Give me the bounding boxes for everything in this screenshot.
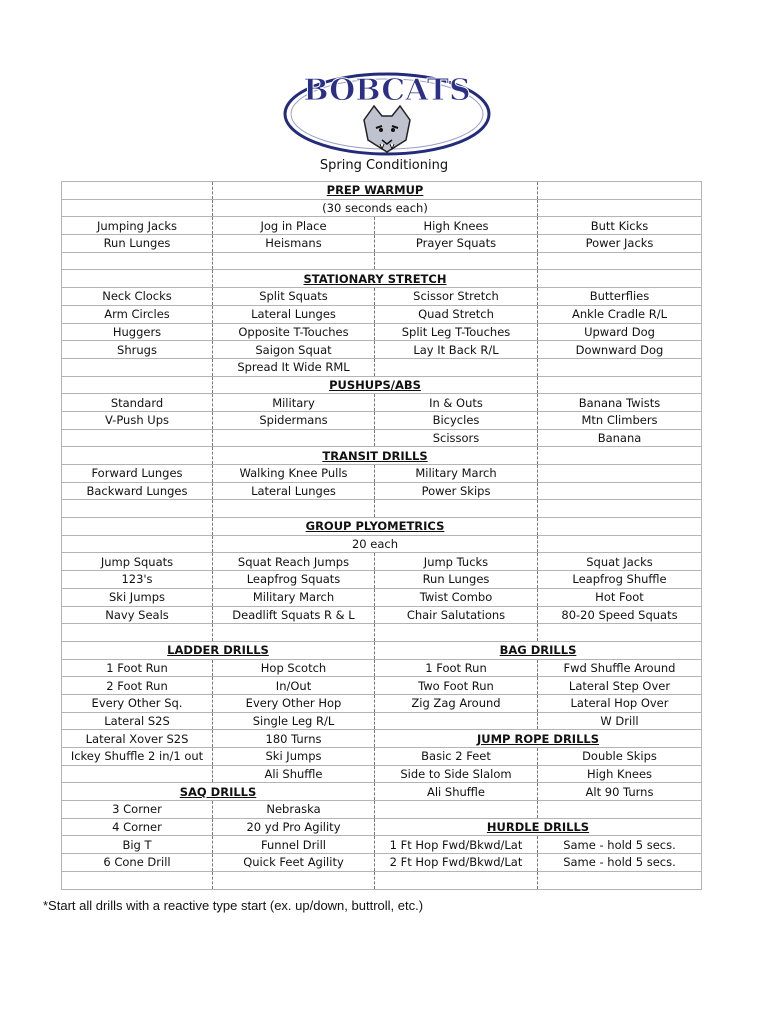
table-cell: Single Leg R/L <box>213 712 375 730</box>
table-cell <box>62 871 213 889</box>
table-cell: Prayer Squats <box>375 235 538 253</box>
table-cell: Double Skips <box>538 748 702 766</box>
table-cell: Leapfrog Squats <box>213 571 375 589</box>
table-cell: 3 Corner <box>62 801 213 819</box>
section-header-row <box>62 518 702 536</box>
table-cell: Neck Clocks <box>62 288 213 306</box>
table-row <box>62 305 702 323</box>
table-cell: Hot Foot <box>538 588 702 606</box>
table-row <box>62 465 702 483</box>
table-cell: Lateral Lunges <box>213 305 375 323</box>
table-cell <box>538 270 702 288</box>
table-row <box>62 588 702 606</box>
table-cell: Quad Stretch <box>375 305 538 323</box>
table-cell <box>375 252 538 270</box>
table-cell: Ickey Shuffle 2 in/1 out <box>62 748 213 766</box>
table-row <box>62 288 702 306</box>
table-row <box>62 677 702 695</box>
table-cell: 2 Foot Run <box>62 677 213 695</box>
table-cell: Two Foot Run <box>375 677 538 695</box>
table-cell: Jog in Place <box>213 217 375 235</box>
table-cell: Scissor Stretch <box>375 288 538 306</box>
table-cell: Downward Dog <box>538 341 702 359</box>
table-row <box>62 606 702 624</box>
section-header: HURDLE DRILLS <box>375 818 702 836</box>
table-cell: 1 Ft Hop Fwd/Bkwd/Lat <box>375 836 538 854</box>
section-header: LADDER DRILLS <box>62 641 375 659</box>
table-cell: Spidermans <box>213 411 375 429</box>
table-row <box>62 411 702 429</box>
table-cell <box>62 182 213 200</box>
table-row <box>62 482 702 500</box>
table-cell: Navy Seals <box>62 606 213 624</box>
table-cell: 6 Cone Drill <box>62 854 213 872</box>
section-header: SAQ DRILLS <box>62 783 375 801</box>
table-cell <box>62 765 213 783</box>
table-cell: Military <box>213 394 375 412</box>
table-row <box>62 748 702 766</box>
table-row <box>62 323 702 341</box>
table-cell: W Drill <box>538 712 702 730</box>
table-cell <box>538 871 702 889</box>
table-cell <box>538 500 702 518</box>
table-cell <box>538 482 702 500</box>
table-cell: Mtn Climbers <box>538 411 702 429</box>
section-header: STATIONARY STRETCH <box>213 270 538 288</box>
table-cell: Run Lunges <box>375 571 538 589</box>
table-cell: Ski Jumps <box>213 748 375 766</box>
table-cell: 80-20 Speed Squats <box>538 606 702 624</box>
table-row <box>62 624 702 642</box>
table-cell: Huggers <box>62 323 213 341</box>
table-cell <box>375 358 538 376</box>
table-row <box>62 394 702 412</box>
table-cell <box>62 518 213 536</box>
section-subheader-row <box>62 199 702 217</box>
table-cell <box>62 376 213 394</box>
table-cell <box>538 199 702 217</box>
table-cell: 123's <box>62 571 213 589</box>
table-cell: Zig Zag Around <box>375 694 538 712</box>
table-cell: Run Lunges <box>62 235 213 253</box>
table-cell <box>62 429 213 447</box>
section-header: BAG DRILLS <box>375 641 702 659</box>
table-cell: 20 yd Pro Agility <box>213 818 375 836</box>
table-cell <box>538 624 702 642</box>
table-cell: Every Other Hop <box>213 694 375 712</box>
table-cell: Ali Shuffle <box>213 765 375 783</box>
table-row <box>62 871 702 889</box>
table-cell <box>538 376 702 394</box>
table-cell: Jumping Jacks <box>62 217 213 235</box>
bobcats-logo <box>282 68 492 160</box>
table-row <box>62 252 702 270</box>
table-row <box>62 358 702 376</box>
table-cell: Leapfrog Shuffle <box>538 571 702 589</box>
table-cell <box>538 447 702 465</box>
section-subheader-row <box>62 535 702 553</box>
table-cell: Butt Kicks <box>538 217 702 235</box>
section-header-row <box>62 270 702 288</box>
table-cell: Banana Twists <box>538 394 702 412</box>
table-cell: Lateral Step Over <box>538 677 702 695</box>
table-row <box>62 730 702 748</box>
table-cell: Twist Combo <box>375 588 538 606</box>
table-cell: Opposite T-Touches <box>213 323 375 341</box>
table-row <box>62 500 702 518</box>
section-header: TRANSIT DRILLS <box>213 447 538 465</box>
table-cell: 180 Turns <box>213 730 375 748</box>
table-cell: Alt 90 Turns <box>538 783 702 801</box>
table-cell <box>538 801 702 819</box>
table-cell <box>375 712 538 730</box>
table-cell: In & Outs <box>375 394 538 412</box>
table-cell: Lay It Back R/L <box>375 341 538 359</box>
table-cell <box>62 624 213 642</box>
section-header: GROUP PLYOMETRICS <box>213 518 538 536</box>
table-cell: Side to Side Slalom <box>375 765 538 783</box>
table-cell: Backward Lunges <box>62 482 213 500</box>
section-subheader: (30 seconds each) <box>213 199 538 217</box>
table-cell <box>538 518 702 536</box>
table-row <box>62 712 702 730</box>
table-cell <box>538 465 702 483</box>
table-cell: Banana <box>538 429 702 447</box>
table-cell <box>538 182 702 200</box>
table-cell: Funnel Drill <box>213 836 375 854</box>
logo-text: BOBCATS <box>303 73 471 108</box>
drills-table <box>61 181 702 890</box>
table-cell: Quick Feet Agility <box>213 854 375 872</box>
table-cell: Squat Jacks <box>538 553 702 571</box>
table-cell: Shrugs <box>62 341 213 359</box>
table-row <box>62 571 702 589</box>
table-row <box>62 659 702 677</box>
table-cell: Military March <box>213 588 375 606</box>
table-row <box>62 836 702 854</box>
table-row <box>62 553 702 571</box>
table-row <box>62 694 702 712</box>
section-header: PREP WARMUP <box>213 182 538 200</box>
table-cell: Jump Squats <box>62 553 213 571</box>
table-cell: Every Other Sq. <box>62 694 213 712</box>
table-cell: Squat Reach Jumps <box>213 553 375 571</box>
table-cell: Big T <box>62 836 213 854</box>
table-cell: Chair Salutations <box>375 606 538 624</box>
table-cell <box>375 801 538 819</box>
section-header-row <box>62 641 702 659</box>
table-cell <box>62 270 213 288</box>
table-cell <box>213 871 375 889</box>
table-cell: 1 Foot Run <box>62 659 213 677</box>
table-cell: Same - hold 5 secs. <box>538 854 702 872</box>
table-cell: Ski Jumps <box>62 588 213 606</box>
table-cell: Ankle Cradle R/L <box>538 305 702 323</box>
table-row <box>62 341 702 359</box>
table-cell <box>538 535 702 553</box>
table-cell: Lateral Xover S2S <box>62 730 213 748</box>
table-row <box>62 801 702 819</box>
table-cell <box>213 624 375 642</box>
table-cell: Split Leg T-Touches <box>375 323 538 341</box>
table-cell: Saigon Squat <box>213 341 375 359</box>
table-cell: High Knees <box>375 217 538 235</box>
table-cell <box>538 252 702 270</box>
table-cell: Lateral Hop Over <box>538 694 702 712</box>
section-header-row <box>62 447 702 465</box>
table-cell <box>213 429 375 447</box>
table-row <box>62 818 702 836</box>
table-cell: 4 Corner <box>62 818 213 836</box>
table-cell: High Knees <box>538 765 702 783</box>
table-cell: V-Push Ups <box>62 411 213 429</box>
table-cell: Split Squats <box>213 288 375 306</box>
section-header-row <box>62 182 702 200</box>
table-cell <box>62 358 213 376</box>
table-cell: Walking Knee Pulls <box>213 465 375 483</box>
table-cell: Butterflies <box>538 288 702 306</box>
table-cell: Forward Lunges <box>62 465 213 483</box>
table-cell: In/Out <box>213 677 375 695</box>
section-header: PUSHUPS/ABS <box>213 376 538 394</box>
document-title: Spring Conditioning <box>319 158 449 173</box>
table-cell: Upward Dog <box>538 323 702 341</box>
table-cell: Spread It Wide RML <box>213 358 375 376</box>
table-cell: Power Jacks <box>538 235 702 253</box>
table-cell <box>375 624 538 642</box>
table-cell: Ali Shuffle <box>375 783 538 801</box>
table-row <box>62 765 702 783</box>
table-cell <box>62 252 213 270</box>
table-cell: Arm Circles <box>62 305 213 323</box>
table-cell <box>375 500 538 518</box>
table-cell: Lateral S2S <box>62 712 213 730</box>
table-cell: Standard <box>62 394 213 412</box>
table-cell <box>62 535 213 553</box>
footnote: *Start all drills with a reactive type start (ex. up/down, buttroll, etc.) <box>43 898 424 913</box>
table-cell <box>375 871 538 889</box>
table-cell <box>62 500 213 518</box>
table-cell <box>213 500 375 518</box>
table-cell: 1 Foot Run <box>375 659 538 677</box>
table-cell: Basic 2 Feet <box>375 748 538 766</box>
table-cell: Deadlift Squats R & L <box>213 606 375 624</box>
table-cell: Nebraska <box>213 801 375 819</box>
table-cell: Hop Scotch <box>213 659 375 677</box>
table-cell: Scissors <box>375 429 538 447</box>
table-cell: Military March <box>375 465 538 483</box>
table-cell <box>62 447 213 465</box>
table-cell <box>538 358 702 376</box>
table-cell: Lateral Lunges <box>213 482 375 500</box>
table-cell: Jump Tucks <box>375 553 538 571</box>
section-header: JUMP ROPE DRILLS <box>375 730 702 748</box>
table-cell: Fwd Shuffle Around <box>538 659 702 677</box>
table-cell: Bicycles <box>375 411 538 429</box>
table-row <box>62 429 702 447</box>
table-cell: Heismans <box>213 235 375 253</box>
table-cell: Same - hold 5 secs. <box>538 836 702 854</box>
section-header-row <box>62 376 702 394</box>
table-row <box>62 217 702 235</box>
table-row <box>62 854 702 872</box>
table-cell: 2 Ft Hop Fwd/Bkwd/Lat <box>375 854 538 872</box>
table-cell: Power Skips <box>375 482 538 500</box>
table-cell <box>62 199 213 217</box>
section-header-row <box>62 783 702 801</box>
table-row <box>62 235 702 253</box>
section-subheader: 20 each <box>213 535 538 553</box>
table-cell <box>213 252 375 270</box>
